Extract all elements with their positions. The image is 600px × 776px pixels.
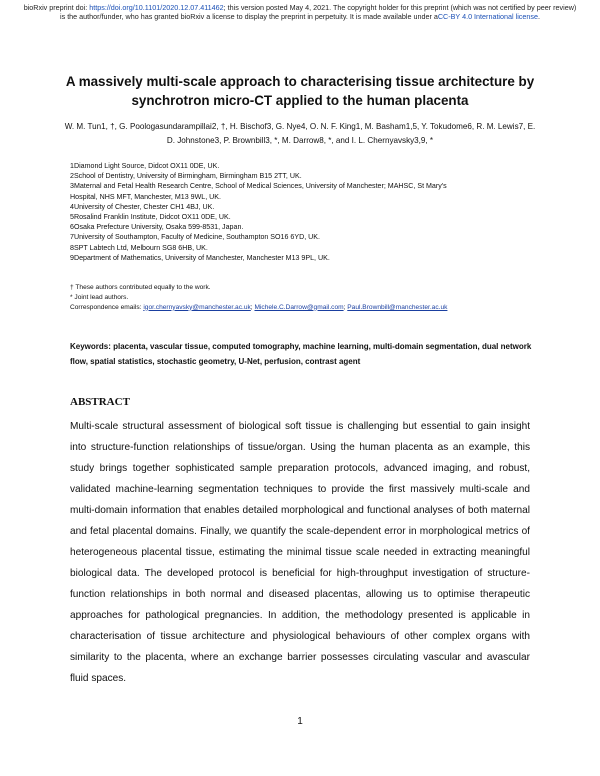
abstract-heading: ABSTRACT xyxy=(70,396,130,408)
author-list: W. M. Tun1, †, G. Poologasundarampillai2, †, H. Bischof3, G. Nye4, O. N. F. King1, M. Basham1,5, Y. Tokudome6, R. M. Lewis7, E. D. Johnstone3, P. Brownbill3, *, M. Darrow8, *, and I. L. Chernyavsky3,9, * xyxy=(64,122,536,145)
preprint-prefix: bioRxiv preprint doi: xyxy=(23,3,90,12)
doi-link[interactable]: https://doi.org/10.1101/2020.12.07.411462 xyxy=(89,3,224,12)
email-link[interactable]: Paul.Brownbill@manchester.ac.uk xyxy=(347,303,448,311)
equal-contribution-note: † These authors contributed equally to the work. xyxy=(70,284,211,291)
affiliation-item: Hospital, NHS MFT, Manchester, M13 9WL, UK. xyxy=(70,192,221,201)
license-link[interactable]: CC-BY 4.0 International license xyxy=(437,11,538,21)
preprint-end: . xyxy=(538,11,540,21)
abstract-body: Multi-scale structural assessment of biological soft tissue is challenging but essential to gain insight into structure-function relationships of tissue/organ. Using the human placenta as an example, this study brings together sophisticated sample preparation protocols, advanced imaging, and robust, validated machine-learning segmentation techniques to provide the first massively multi-scale and multi-domain information that enables detailed morphological and functional analyses of both maternal and fetal placental domains. Finally, we quantify the scale-dependent error in morphological metrics of heterogeneous placental tissue, estimating the minimal tissue scale needed in extracting meaningful biological data. The developed protocol is beneficial for high-throughput investigation of structure-function relationships in both normal and diseased placentas, allowing us to optimise therapeutic approaches for pathological pregnancies. In addition, the methodology presented is applicable in characterisation of tissue architecture and physiological behaviours of other complex organs with similarity to the placenta, where an exchange barrier possesses circulating vascular and avascular fluid spaces. xyxy=(70,421,530,684)
affiliation-item: 6Osaka Prefecture University, Osaka 599-8531, Japan. xyxy=(70,223,244,232)
affiliation-item: 7University of Southampton, Faculty of Medicine, Southampton SO16 6YD, UK. xyxy=(70,233,320,242)
affiliation-item: 9Department of Mathematics, University of Manchester, Manchester M13 9PL, UK. xyxy=(70,253,330,262)
author-notes xyxy=(70,283,540,312)
paper-title: A massively multi-scale approach to characterising tissue architecture by synchrotron micro-CT applied to the human placenta xyxy=(65,74,535,108)
keywords: Keywords: placenta, vascular tissue, computed tomography, machine learning, multi-domain segmentation, dual network flow, spatial statistics, stochastic geometry, U-Net, perfusion, contrast agent xyxy=(70,342,532,366)
joint-lead-note: * Joint lead authors. xyxy=(70,293,129,301)
email-link[interactable]: igor.chernyavsky@manchester.ac.uk xyxy=(143,303,251,311)
preprint-notice xyxy=(22,4,578,21)
affiliation-list xyxy=(70,161,540,263)
affiliation-item: 4University of Chester, Chester CH1 4BJ, UK. xyxy=(70,202,215,211)
correspondence-line: Correspondence emails: igor.chernyavsky@manchester.ac.uk; Michele.C.Darrow@gmail.com; Paul.Brownbill@manchester.ac.uk xyxy=(70,303,448,311)
affiliation-item: 8SPT Labtech Ltd, Melbourn SG8 6HB, UK. xyxy=(70,243,208,252)
affiliation-item: 1Diamond Light Source, Didcot OX11 0DE, UK. xyxy=(70,162,220,170)
affiliation-item: 3Maternal and Fetal Health Research Centre, School of Medical Sciences, University of Manchester; MAHSC, St Mary's xyxy=(70,182,447,191)
affiliation-item: 5Rosalind Franklin Institute, Didcot OX11 0DE, UK. xyxy=(70,213,231,222)
affiliation-item: 2School of Dentistry, University of Birmingham, Birmingham B15 2TT, UK. xyxy=(70,172,302,181)
correspondence-label: Correspondence emails: xyxy=(70,303,144,311)
page-number: 1 xyxy=(297,716,303,727)
preprint-mid: ; this version posted May 4, 2021. The copyright holder for this preprint (which was not certified by peer review) is the author/funder, who has granted bioRxiv a license to display the preprint in perpetuity. It is made available under a xyxy=(60,3,577,21)
email-link[interactable]: Michele.C.Darrow@gmail.com xyxy=(254,303,344,311)
